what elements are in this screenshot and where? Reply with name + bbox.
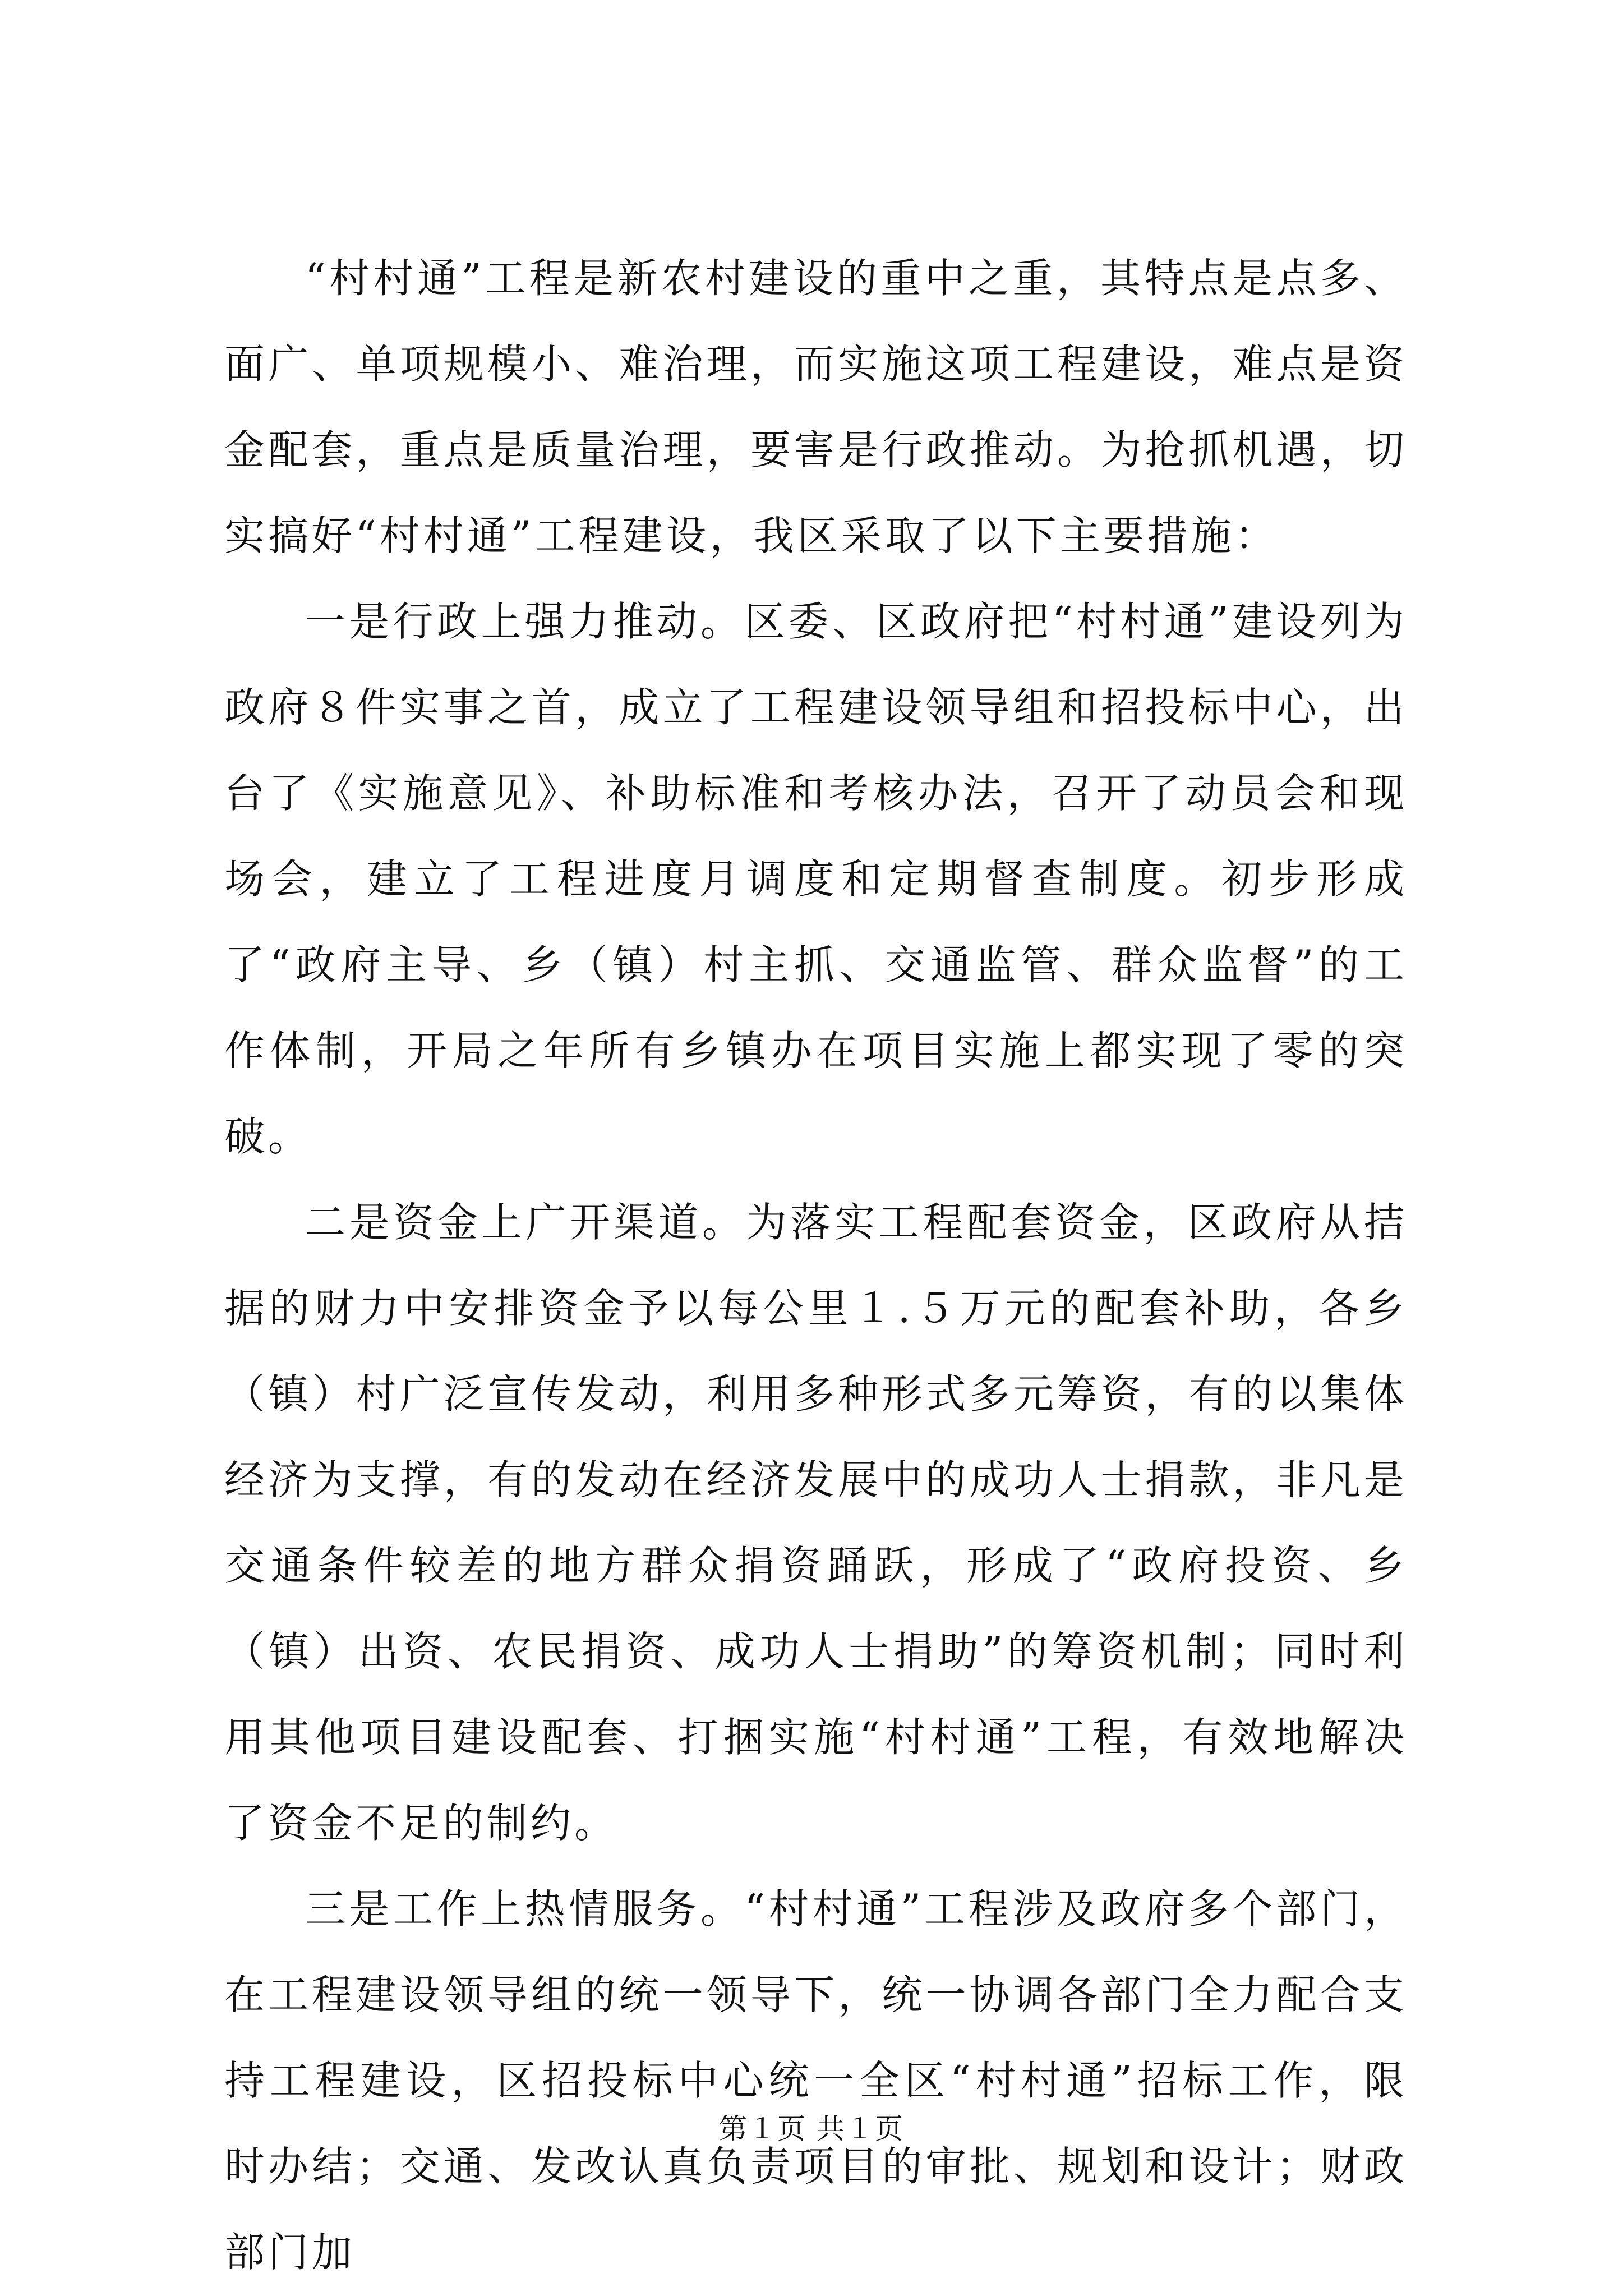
document-body bbox=[224, 236, 1408, 2295]
paragraph-administrative-promotion: 一是行政上强力推动。区委、区政府把“村村通”建设列为政府８件实事之首，成立了工程建设领导组和招投标中心，出台了《实施意见》、补助标准和考核办法，召开了动员会和现场会，建立了工程进度月调度和定期督查制度。初步形成了“政府主导、乡（镇）村主抓、交通监管、群众监督”的工作体制，开局之年所有乡镇办在项目实施上都实现了零的突破。 bbox=[224, 598, 1408, 1160]
page-footer: 第１页 共１页 bbox=[719, 2113, 904, 2145]
paragraph-intro: “村村通”工程是新农村建设的重中之重，其特点是点多、面广、单项规模小、难治理，而实施这项工程建设，难点是资金配套，重点是质量治理，要害是行政推动。为抢抓机遇，切实搞好“村村通”工程建设，我区采取了以下主要措施： bbox=[224, 255, 1408, 559]
paragraph-service: 三是工作上热情服务。“村村通”工程涉及政府多个部门，在工程建设领导组的统一领导下，统一协调各部门全力配合支持工程建设，区招投标中心统一全区“村村通”招标工作，限时办结；交通、发改认真负责项目的审批、规划和设计；财政部门加 bbox=[224, 1885, 1408, 2276]
paragraph-funding-channels: 二是资金上广开渠道。为落实工程配套资金，区政府从拮据的财力中安排资金予以每公里１.５万元的配套补助，各乡（镇）村广泛宣传发动，利用多种形式多元筹资，有的以集体经济为支撑，有的发动在经济发展中的成功人士捐款，非凡是交通条件较差的地方群众捐资踊跃，形成了“政府投资、乡（镇）出资、农民捐资、成功人士捐助”的筹资机制；同时利用其他项目建设配套、打捆实施“村村通”工程，有效地解决了资金不足的制约。 bbox=[224, 1199, 1408, 1847]
